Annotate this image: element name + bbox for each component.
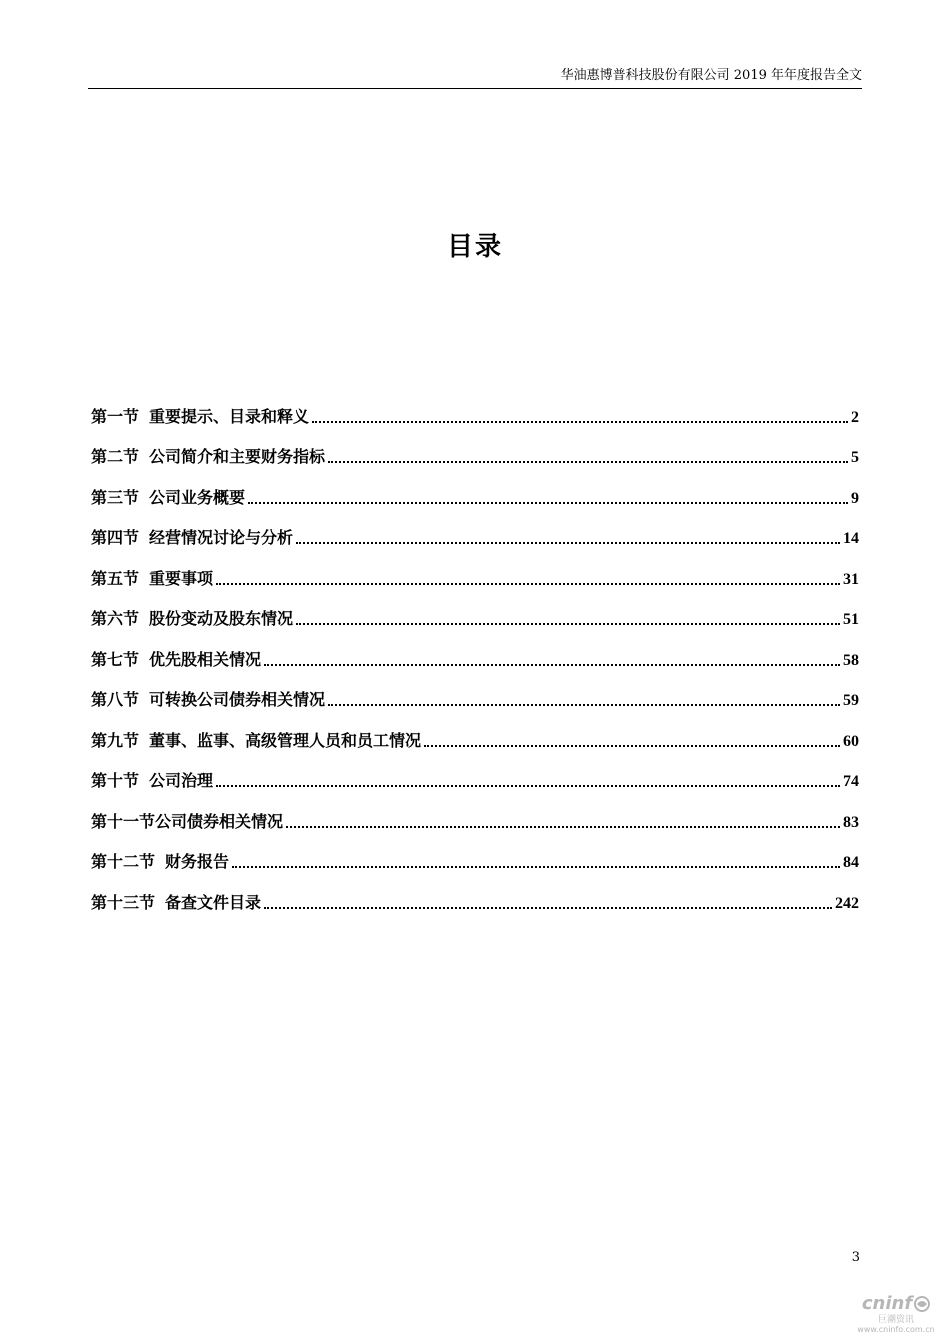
toc-entry-label [91,606,293,629]
toc-entry-label [91,566,213,589]
toc-entry[interactable] [91,386,859,427]
toc-section-number: 第七节 [91,649,140,669]
toc-section-title: 备查文件目录 [165,892,262,912]
toc-entry[interactable] [91,467,859,508]
toc-entry-label [91,404,309,427]
toc-section-number: 第八节 [91,690,140,709]
table-of-contents [91,386,859,913]
toc-entry[interactable] [91,589,859,630]
toc-leader-dots [286,826,840,828]
toc-entry[interactable] [91,791,859,832]
toc-section-title: 公司债券相关情况 [155,811,284,831]
toc-page-number: 51 [843,611,859,628]
toc-section-number: 第三节 [91,487,140,507]
toc-leader-dots [328,461,848,463]
toc-entry[interactable] [91,751,859,792]
toc-entry-label [91,444,325,467]
toc-entry[interactable] [91,872,859,913]
toc-section-number: 第四节 [91,528,140,547]
page-title: 目录 [446,232,503,262]
toc-page-number: 242 [835,894,859,912]
toc-section-title: 经营情况讨论与分析 [149,528,294,547]
toc-page-number: 58 [843,651,859,669]
toc-leader-dots [296,623,840,625]
toc-section-number: 第六节 [91,609,140,628]
toc-section-title: 优先股相关情况 [149,649,262,669]
toc-entry-label [91,485,245,508]
cninfo-subtitle: 巨潮资讯 [877,1315,914,1325]
toc-page-number: 14 [843,530,859,547]
toc-entry[interactable] [91,548,859,589]
toc-leader-dots [312,421,848,423]
toc-section-title: 重要事项 [149,568,214,588]
toc-entry[interactable] [91,508,859,549]
page-header [88,66,862,89]
page-number: 3 [851,1250,860,1265]
toc-leader-dots [232,866,840,868]
toc-section-title: 可转换公司债券相关情况 [149,690,326,709]
toc-entry[interactable] [91,832,859,873]
toc-section-title: 财务报告 [165,852,230,871]
toc-leader-dots [248,502,848,504]
toc-entry[interactable] [91,670,859,711]
toc-leader-dots [296,542,840,544]
toc-entry-label [91,687,325,710]
cninfo-logo-text: cninf [861,1293,913,1314]
toc-page-number: 59 [843,692,859,709]
toc-leader-dots [424,745,840,747]
toc-page-number: 2 [851,408,859,426]
cninfo-logo [854,1294,938,1314]
toc-leader-dots [264,907,832,909]
toc-section-number: 第十二节 [91,852,156,871]
toc-entry[interactable] [91,629,859,670]
toc-page-number: 9 [851,489,859,507]
toc-entry-label [91,768,213,791]
toc-entry[interactable] [91,710,859,751]
toc-section-number: 第十节 [91,771,140,790]
toc-page-number: 74 [843,773,859,790]
cninfo-url: www.cninfo.com.cn [857,1325,935,1334]
toc-entry-label [91,890,261,913]
swirl-icon [914,1296,930,1312]
toc-entry-label [91,728,421,751]
toc-page-number: 31 [843,570,859,588]
toc-section-title: 股份变动及股东情况 [149,609,294,628]
toc-entry[interactable] [91,427,859,468]
toc-section-number: 第九节 [91,730,140,750]
toc-section-title: 公司业务概要 [149,487,246,507]
toc-page-number: 5 [851,449,859,466]
toc-leader-dots [328,704,840,706]
cninfo-watermark [854,1294,938,1336]
toc-entry-label [91,849,229,872]
toc-section-title: 重要提示、目录和释义 [149,406,310,426]
toc-section-number: 第五节 [91,568,140,588]
toc-section-title: 公司治理 [149,771,214,790]
toc-section-number: 第十一节 [91,811,156,831]
toc-section-title: 公司简介和主要财务指标 [149,447,326,466]
toc-section-number: 第十三节 [91,892,156,912]
toc-page-number: 83 [843,813,859,831]
toc-leader-dots [216,785,840,787]
toc-section-number: 第一节 [91,406,140,426]
toc-entry-label [91,647,261,670]
header-text: 华油惠博普科技股份有限公司 2019 年年度报告全文 [560,68,862,83]
toc-page-number: 60 [843,732,859,750]
toc-entry-label [91,809,283,832]
toc-section-number: 第二节 [91,447,140,466]
toc-leader-dots [216,583,840,585]
toc-entry-label [91,525,293,548]
toc-section-title: 董事、监事、高级管理人员和员工情况 [149,730,422,750]
toc-leader-dots [264,664,840,666]
toc-page-number: 84 [843,854,859,871]
